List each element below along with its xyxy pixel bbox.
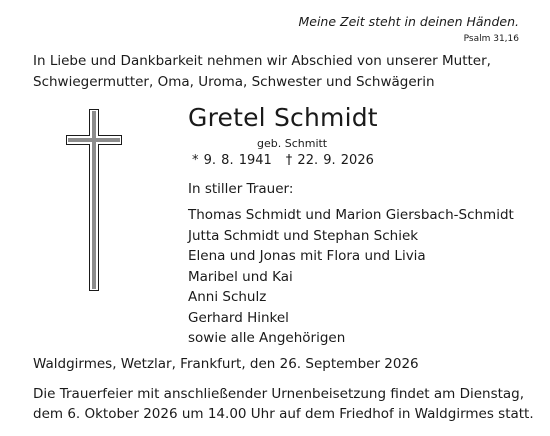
- intro-text: [33, 51, 491, 93]
- deceased-name: Gretel Schmidt: [188, 103, 378, 132]
- intro-line-1: In Liebe und Dankbarkeit nehmen wir Abschied von unserer Mutter,: [33, 53, 491, 69]
- latin-cross-icon: [66, 109, 122, 291]
- death-date: † 22. 9. 2026: [285, 153, 374, 168]
- mourning-heading: In stiller Trauer:: [188, 181, 294, 197]
- list-item: Jutta Schmidt und Stephan Schiek: [188, 227, 419, 244]
- header-quote: Meine Zeit steht in deinen Händen.: [298, 14, 519, 29]
- list-item: Gerhard Hinkel: [188, 309, 289, 326]
- list-item: Thomas Schmidt und Marion Giersbach-Schmidt: [188, 207, 514, 223]
- funeral-line-1: Die Trauerfeier mit anschließender Urnenbeisetzung findet am Dienstag,: [33, 386, 525, 402]
- maiden-name: geb. Schmitt: [257, 137, 328, 150]
- birth-date: * 9. 8. 1941: [192, 153, 272, 168]
- quote-reference: Psalm 31,16: [463, 34, 519, 44]
- funeral-line-2: dem 6. Oktober 2026 um 14.00 Uhr auf dem Friedhof in Waldgirmes statt.: [33, 406, 534, 422]
- list-item: Elena und Jonas mit Flora und Livia: [188, 248, 426, 264]
- life-dates: [192, 153, 374, 168]
- place-and-date: Waldgirmes, Wetzlar, Frankfurt, den 26. September 2026: [33, 356, 419, 372]
- funeral-notice: [33, 384, 534, 424]
- list-item: Anni Schulz: [188, 289, 267, 305]
- list-item: sowie alle Angehörigen: [188, 330, 346, 346]
- list-item: Maribel und Kai: [188, 268, 293, 285]
- mourners-list: [188, 205, 514, 349]
- intro-line-2: Schwiegermutter, Oma, Uroma, Schwester und Schwägerin: [33, 74, 435, 90]
